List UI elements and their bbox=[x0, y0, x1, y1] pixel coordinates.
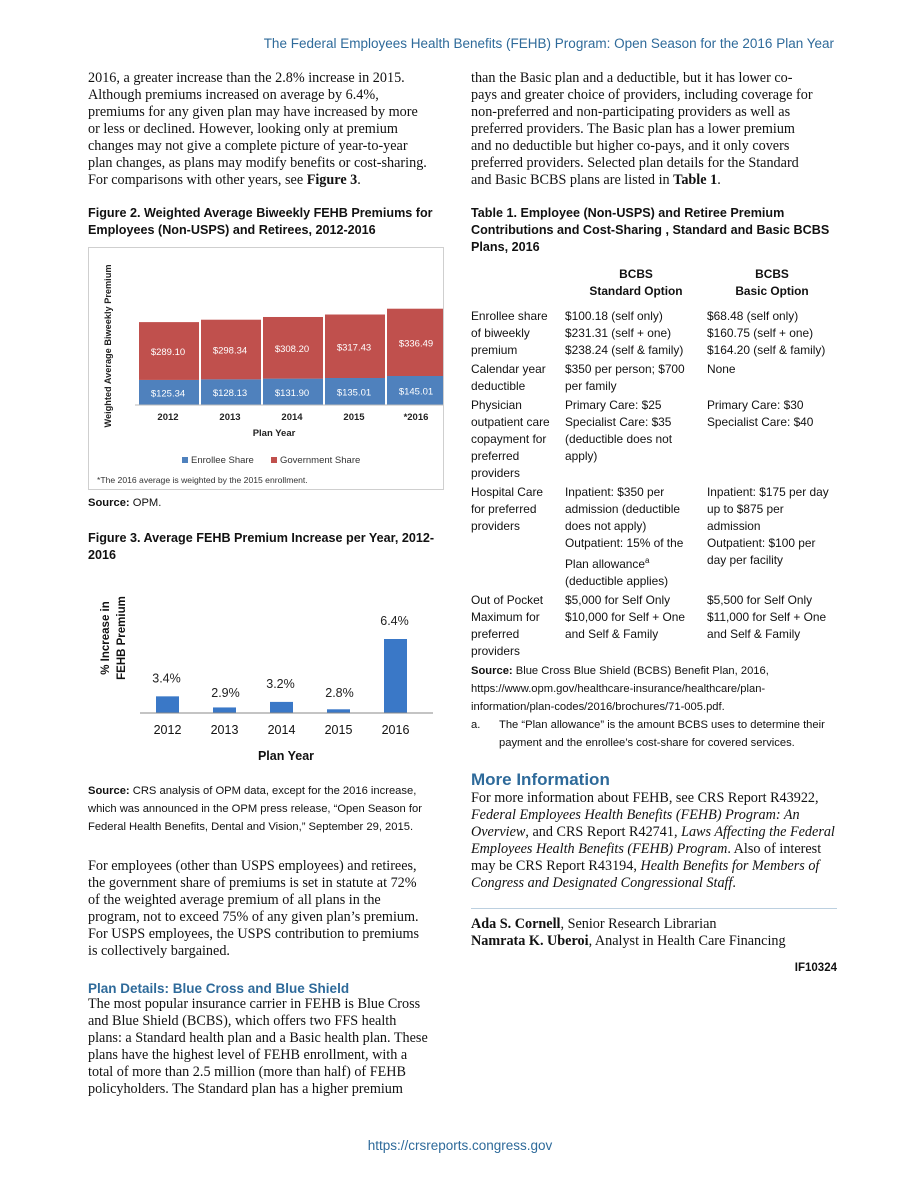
data-label: $128.13 bbox=[212, 388, 248, 400]
bar bbox=[156, 696, 179, 713]
table-1-source bbox=[471, 662, 837, 716]
text-line: policyholders. The Standard plan has a higher premium bbox=[88, 1081, 403, 1097]
legend-label: Enrollee Share bbox=[191, 455, 254, 466]
usps-paragraph bbox=[88, 858, 448, 960]
cell-text: (deductible applies) bbox=[565, 573, 669, 588]
report-title: Laws Affecting the Federal Employees Health Benefits (FEHB) Program bbox=[471, 823, 835, 857]
report-title: Federal Employees Health Benefits (FEHB) Program: An Overview bbox=[471, 806, 800, 840]
text-line: . bbox=[717, 172, 721, 188]
table-row bbox=[471, 395, 837, 482]
header-line: BCBS bbox=[755, 267, 789, 281]
row-label: Hospital Care for preferred providers bbox=[471, 485, 544, 533]
cell-line: Primary Care: $30 bbox=[707, 398, 804, 412]
legend-swatch-government bbox=[271, 457, 277, 463]
note-letter: a. bbox=[471, 718, 481, 731]
source-text: CRS analysis of OPM data, except for the 2016 increase, which was announced in the OPM press release, “Open Season for Federal Health Benefits, Dental and Vision,” September 29, 2015. bbox=[88, 785, 422, 833]
row-label: Enrollee share of biweekly premium bbox=[471, 309, 548, 357]
cell-line: $238.24 (self & family) bbox=[565, 343, 684, 357]
x-axis-label: Plan Year bbox=[252, 428, 296, 439]
figure-2-chart bbox=[88, 247, 444, 490]
table-header-row bbox=[471, 266, 837, 308]
x-tick-label: *2016 bbox=[403, 412, 429, 423]
data-label: $289.10 bbox=[150, 347, 186, 359]
cell-standard bbox=[565, 482, 707, 590]
text-line: plan changes, as plans may modify benefits or cost-sharing. bbox=[88, 155, 427, 171]
text-run: For more information about FEHB, see CRS Report R43922, bbox=[471, 789, 819, 806]
cell-line: Specialist Care: $35 (deductible does not apply) bbox=[565, 415, 673, 463]
table-1-reference: Table 1 bbox=[673, 172, 718, 188]
y-axis-label: Weighted Average Biweekly Premium bbox=[103, 264, 113, 428]
x-tick-label: 2014 bbox=[267, 723, 296, 737]
author-name: Namrata K. Uberoi bbox=[471, 932, 589, 949]
data-label: $131.90 bbox=[274, 387, 310, 399]
text-line: preferred providers. Selected plan details for the Standard bbox=[471, 155, 799, 171]
left-column bbox=[88, 70, 448, 1098]
figure-3-reference: Figure 3 bbox=[306, 172, 358, 188]
x-tick-label: 2015 bbox=[324, 723, 353, 737]
text-line: than the Basic plan and a deductible, but it has lower co- bbox=[471, 70, 793, 86]
text-line: the government share of premiums is set in statute at 72% bbox=[88, 875, 417, 891]
text-run: . Also of interest may be CRS Report R43194, bbox=[471, 840, 822, 874]
table-row bbox=[471, 590, 837, 660]
data-label: $317.43 bbox=[336, 342, 372, 354]
cell-basic bbox=[707, 308, 837, 359]
text-line: total of more than 2.5 million (more than half) of FEHB bbox=[88, 1064, 406, 1080]
cell-line: Outpatient: $100 per day per facility bbox=[707, 536, 816, 567]
cell-text: Outpatient: 15% of the Plan allowance bbox=[565, 536, 684, 571]
text-line: For USPS employees, the USPS contribution to premiums bbox=[88, 926, 420, 942]
text-line: For comparisons with other years, see bbox=[88, 172, 307, 188]
figure-3-source bbox=[88, 782, 448, 836]
divider bbox=[471, 908, 837, 909]
figure-3-title: Figure 3. Average FEHB Premium Increase per Year, 2012-2016 bbox=[88, 531, 435, 562]
cell-line: Inpatient: $175 per day up to $875 per admission bbox=[707, 485, 829, 533]
cell-line: $100.18 (self only) bbox=[565, 309, 663, 323]
x-tick-label: 2016 bbox=[381, 723, 410, 737]
text-run: , and CRS Report R42741, bbox=[525, 823, 682, 840]
page-header: The Federal Employees Health Benefits (FEHB) Program: Open Season for the 2016 Plan Year bbox=[263, 36, 834, 51]
row-label: Out of Pocket Maximum for preferred providers bbox=[471, 592, 544, 658]
text-run: . bbox=[732, 874, 736, 891]
cell-line: $10,000 for Self + One and Self & Family bbox=[565, 609, 685, 641]
cell-standard bbox=[565, 308, 707, 359]
note-text: The “Plan allowance” is the amount BCBS uses to determine their payment and the enrollee’s cost-share for covered services. bbox=[499, 718, 825, 749]
header-line: BCBS bbox=[619, 267, 653, 281]
legend-label: Government Share bbox=[280, 455, 361, 466]
data-label: 3.4% bbox=[152, 671, 181, 686]
text-line: changes may not give a complete picture of year-to-year bbox=[88, 138, 408, 154]
row-label: Calendar year deductible bbox=[471, 362, 546, 393]
benefits-table bbox=[471, 266, 837, 660]
cell-line: $68.48 (self only) bbox=[707, 309, 799, 323]
cell-line: $5,000 for Self Only bbox=[565, 592, 671, 607]
data-label: $336.49 bbox=[398, 338, 434, 350]
text-line: and Blue Shield (BCBS), which offers two FFS health bbox=[88, 1013, 397, 1029]
cell-standard: $350 per person; $700 per family bbox=[565, 362, 685, 393]
figure-3-chart bbox=[88, 576, 444, 776]
cell-line: $11,000 for Self + One and Self & Family bbox=[707, 609, 827, 641]
text-line: preferred providers. The Basic plan has a lower premium bbox=[471, 121, 795, 137]
source-label: Source: bbox=[471, 664, 513, 677]
x-axis-label: Plan Year bbox=[257, 749, 315, 763]
authors bbox=[471, 916, 837, 950]
source-text: Blue Cross Blue Shield (BCBS) Benefit Plan, 2016, https://www.opm.gov/healthcare-insurance/healthcare/plan-information/plan-codes/2016/brochures/71-005.pdf. bbox=[471, 664, 769, 713]
text-line: For employees (other than USPS employees) and retirees, bbox=[88, 858, 417, 874]
cell-basic: None bbox=[707, 362, 736, 376]
cell-line: Specialist Care: $40 bbox=[707, 415, 814, 429]
author-name: Ada S. Cornell bbox=[471, 915, 561, 932]
source-label: Source: bbox=[88, 497, 130, 509]
text-line: program, not to exceed 75% of any given plan’s premium. bbox=[88, 909, 419, 925]
text-line: pays and greater choice of providers, including coverage for bbox=[471, 87, 813, 103]
bar bbox=[327, 709, 350, 713]
row-label: Physician outpatient care copayment for preferred providers bbox=[471, 398, 550, 480]
text-line: The most popular insurance carrier in FEHB is Blue Cross bbox=[88, 996, 421, 1012]
table-row bbox=[471, 308, 837, 359]
report-id: IF10324 bbox=[794, 961, 837, 974]
cell-line: $5,500 for Self Only bbox=[707, 592, 813, 607]
x-tick-label: 2012 bbox=[153, 723, 182, 737]
y-axis-label: % Increase in bbox=[100, 601, 112, 675]
cell-line: $160.75 (self + one) bbox=[707, 326, 814, 340]
table-row bbox=[471, 359, 837, 395]
text-line: and Basic BCBS plans are listed in bbox=[471, 172, 674, 188]
text-line: . bbox=[357, 172, 361, 188]
cell-line: Inpatient: $350 per admission (deductible does not apply) bbox=[565, 485, 681, 533]
text-line: of the weighted average premium of all plans in the bbox=[88, 892, 381, 908]
data-label: 3.2% bbox=[266, 676, 295, 691]
plan-details-heading: Plan Details: Blue Cross and Blue Shield bbox=[88, 981, 350, 996]
legend-swatch-enrollee bbox=[182, 457, 188, 463]
source-text: OPM. bbox=[129, 497, 162, 509]
data-label: 2.8% bbox=[325, 686, 354, 700]
cell-line bbox=[565, 535, 697, 590]
bar-chart bbox=[88, 576, 444, 776]
column-header-standard bbox=[565, 266, 707, 308]
text-line: plans: a Standard health plan and a Basic health plan. These bbox=[88, 1030, 428, 1046]
cell-basic bbox=[707, 395, 837, 482]
footnote-marker: a bbox=[644, 556, 650, 565]
data-label: 2.9% bbox=[211, 686, 240, 700]
page-footer: https://crsreports.congress.gov bbox=[367, 1138, 553, 1153]
data-label: $145.01 bbox=[398, 386, 434, 398]
data-label: 6.4% bbox=[380, 614, 409, 628]
x-tick-label: 2015 bbox=[343, 412, 365, 423]
header-line: Basic Option bbox=[735, 284, 809, 298]
figure-2-title: Figure 2. Weighted Average Biweekly FEHB Premiums for Employees (Non-USPS) and Retirees, 2012-2016 bbox=[88, 206, 433, 237]
x-tick-label: 2013 bbox=[219, 412, 241, 423]
data-label: $135.01 bbox=[336, 387, 372, 399]
right-intro-paragraph bbox=[471, 70, 837, 189]
y-axis-label: FEHB Premium bbox=[116, 596, 128, 680]
table-1-note bbox=[471, 716, 837, 752]
table-row bbox=[471, 482, 837, 590]
figure-2-source bbox=[88, 494, 448, 512]
column-header-basic bbox=[707, 266, 837, 308]
text-line: Although premiums increased on average by 6.4%, bbox=[88, 87, 379, 103]
text-line: or less or declined. However, looking only at premium bbox=[88, 121, 398, 137]
text-line: 2016, a greater increase than the 2.8% increase in 2015. bbox=[88, 70, 405, 86]
cell-line: $164.20 (self & family) bbox=[707, 343, 826, 357]
author-role: , Analyst in Health Care Financing bbox=[588, 932, 786, 949]
cell-line: $231.31 (self + one) bbox=[565, 326, 672, 340]
x-tick-label: 2013 bbox=[210, 723, 239, 737]
text-line: and no deductible but higher co-pays, and it only covers bbox=[471, 138, 790, 154]
report-title: Health Benefits for Members of Congress and Designated Congressional Staff bbox=[471, 857, 820, 891]
text-line: is collectively bargained. bbox=[88, 943, 230, 959]
data-label: $125.34 bbox=[150, 388, 186, 400]
bar bbox=[213, 707, 236, 713]
header-line: Standard Option bbox=[589, 284, 683, 298]
cell-basic bbox=[707, 482, 837, 590]
more-information-heading: More Information bbox=[471, 769, 610, 789]
source-label: Source: bbox=[88, 785, 130, 797]
x-tick-label: 2014 bbox=[281, 412, 303, 423]
table-1-title: Table 1. Employee (Non-USPS) and Retiree Premium Contributions and Cost-Sharing , Standard and Basic BCBS Plans, 2016 bbox=[471, 206, 830, 254]
left-intro-paragraph bbox=[88, 70, 448, 189]
cell-standard bbox=[565, 395, 707, 482]
text-line: premiums for any given plan may have increased by more bbox=[88, 104, 418, 120]
author-role: , Senior Research Librarian bbox=[560, 915, 717, 932]
text-line: non-preferred and non-participating providers as well as bbox=[471, 104, 791, 120]
bar bbox=[384, 639, 407, 713]
chart-note: *The 2016 average is weighted by the 2015 enrollment. bbox=[97, 475, 308, 485]
x-tick-label: 2012 bbox=[157, 412, 179, 423]
cell-basic bbox=[707, 590, 837, 660]
stacked-bar-chart bbox=[89, 248, 443, 489]
bar bbox=[270, 702, 293, 713]
cell-line: Primary Care: $25 bbox=[565, 398, 662, 412]
more-information-paragraph bbox=[471, 790, 837, 892]
data-label: $298.34 bbox=[212, 345, 248, 357]
text-line: plans have the highest level of FEHB enrollment, with a bbox=[88, 1047, 408, 1063]
cell-standard bbox=[565, 590, 707, 660]
plan-details-paragraph bbox=[88, 996, 448, 1098]
right-column bbox=[471, 70, 837, 974]
data-label: $308.20 bbox=[274, 343, 310, 355]
